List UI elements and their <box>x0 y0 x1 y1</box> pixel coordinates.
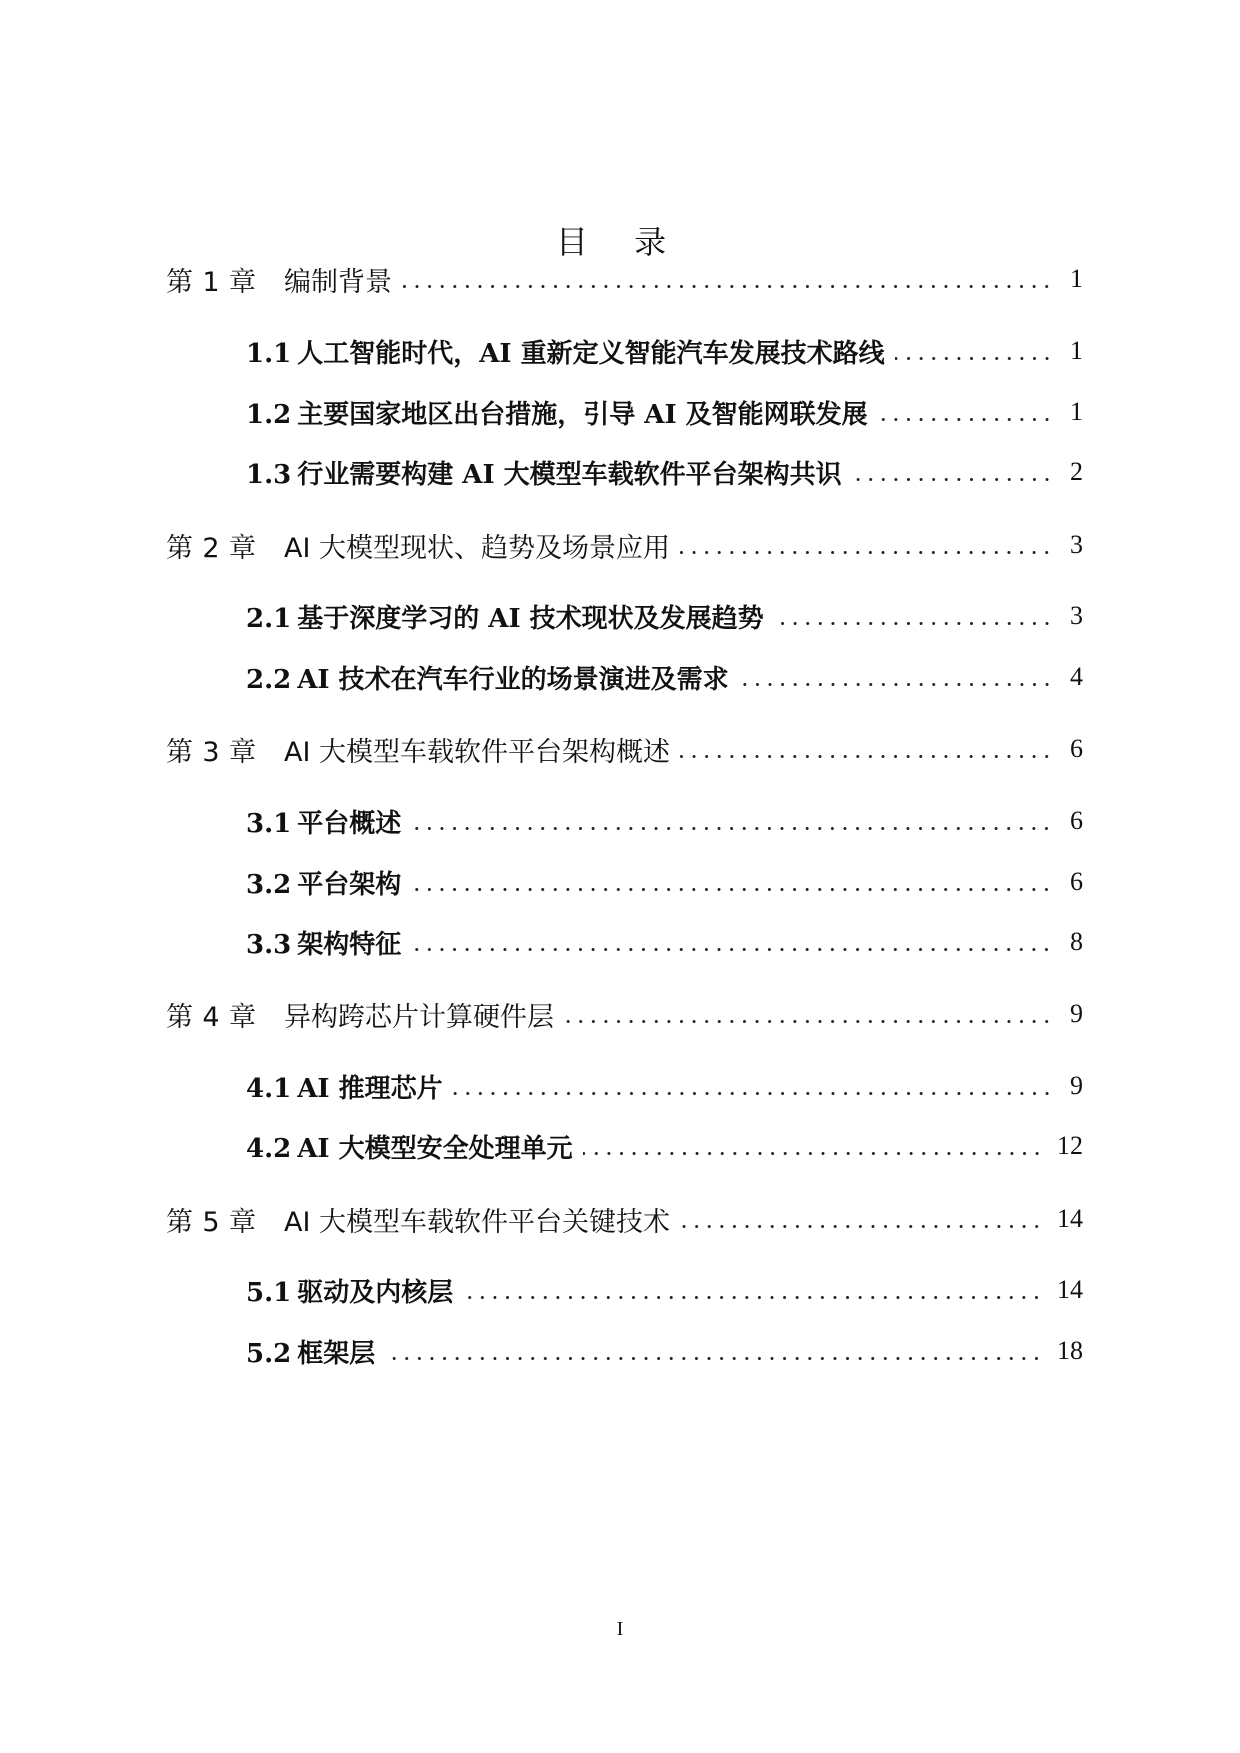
chapter-label: 第 3 章 AI 大模型车载软件平台架构概述 <box>166 736 671 768</box>
toc-title: 目 录 <box>555 223 685 261</box>
chapter-label: 第 4 章 异构跨芯片计算硬件层 <box>166 1001 554 1033</box>
dot-leader <box>564 1020 1053 1023</box>
section-label: 1.3 行业需要构建 AI 大模型车载软件平台架构共识 <box>246 459 842 490</box>
section-label: 1.2 主要国家地区出台措施，引导 AI 及智能网联发展 <box>246 399 868 430</box>
dot-leader <box>411 827 1053 830</box>
page-number-ref: 3 <box>1070 601 1083 630</box>
dot-leader <box>878 418 1053 421</box>
page-number-ref: 3 <box>1070 530 1083 559</box>
toc-section[interactable] <box>246 1126 1083 1166</box>
chapter-label: 第 5 章 AI 大模型车载软件平台关键技术 <box>166 1206 671 1238</box>
dot-leader <box>774 622 1053 625</box>
section-label: 4.2 AI 大模型安全处理单元 <box>246 1133 573 1164</box>
section-label: 2.2 AI 技术在汽车行业的场景演进及需求 <box>246 664 729 695</box>
page-number-ref: 1 <box>1070 336 1083 365</box>
toc-section[interactable] <box>246 1066 1083 1106</box>
dot-leader <box>411 888 1053 891</box>
toc-section[interactable] <box>246 596 1083 636</box>
page-number-ref: 4 <box>1070 662 1083 691</box>
dot-leader <box>895 357 1053 360</box>
toc-chapter[interactable] <box>166 729 1083 769</box>
chapter-label: 第 1 章 编制背景 <box>166 266 392 298</box>
dot-leader <box>411 948 1053 951</box>
toc-chapter[interactable] <box>166 525 1083 565</box>
dot-leader <box>402 285 1053 288</box>
toc-section[interactable] <box>246 922 1083 962</box>
section-label: 3.2 平台架构 <box>246 869 402 900</box>
toc-section[interactable] <box>246 862 1083 902</box>
dot-leader <box>739 683 1053 686</box>
page-number-ref: 1 <box>1070 264 1083 293</box>
page-number-ref: 14 <box>1057 1275 1083 1304</box>
toc-section[interactable] <box>246 657 1083 697</box>
toc-section[interactable] <box>246 1331 1083 1371</box>
dot-leader <box>385 1357 1043 1360</box>
section-label: 5.1 驱动及内核层 <box>246 1277 454 1308</box>
page-number-ref: 14 <box>1057 1204 1083 1233</box>
dot-leader <box>680 551 1053 554</box>
chapter-label: 第 2 章 AI 大模型现状、趋势及场景应用 <box>166 532 671 564</box>
toc-chapter[interactable] <box>166 259 1083 299</box>
toc-chapter[interactable] <box>166 1199 1083 1239</box>
dot-leader <box>680 1225 1043 1228</box>
toc-section[interactable] <box>246 331 1083 371</box>
dot-leader <box>453 1092 1053 1095</box>
toc-section[interactable] <box>246 392 1083 432</box>
dot-leader <box>852 478 1053 481</box>
section-label: 3.3 架构特征 <box>246 929 402 960</box>
page-number-ref: 6 <box>1070 734 1083 763</box>
section-label: 1.1 人工智能时代，AI 重新定义智能汽车发展技术路线 <box>246 338 885 369</box>
section-label: 4.1 AI 推理芯片 <box>246 1073 443 1104</box>
page-number-ref: 9 <box>1070 1071 1083 1100</box>
page-number-ref: 2 <box>1070 457 1083 486</box>
section-label: 2.1 基于深度学习的 AI 技术现状及发展趋势 <box>246 603 764 634</box>
page-number-ref: 9 <box>1070 999 1083 1028</box>
page-footer-number: I <box>616 1618 624 1640</box>
page-number-ref: 6 <box>1070 806 1083 835</box>
page-number-ref: 6 <box>1070 867 1083 896</box>
dot-leader <box>680 755 1053 758</box>
section-label: 3.1 平台概述 <box>246 808 402 839</box>
toc-section[interactable] <box>246 801 1083 841</box>
dot-leader <box>583 1152 1043 1155</box>
section-label: 5.2 框架层 <box>246 1338 376 1369</box>
page-number-ref: 8 <box>1070 927 1083 956</box>
page-number-ref: 1 <box>1070 397 1083 426</box>
page-number-ref: 18 <box>1057 1336 1083 1365</box>
dot-leader <box>463 1296 1043 1299</box>
toc-section[interactable] <box>246 1270 1083 1310</box>
toc-section[interactable] <box>246 452 1083 492</box>
page-number-ref: 12 <box>1057 1131 1083 1160</box>
toc-chapter[interactable] <box>166 994 1083 1034</box>
